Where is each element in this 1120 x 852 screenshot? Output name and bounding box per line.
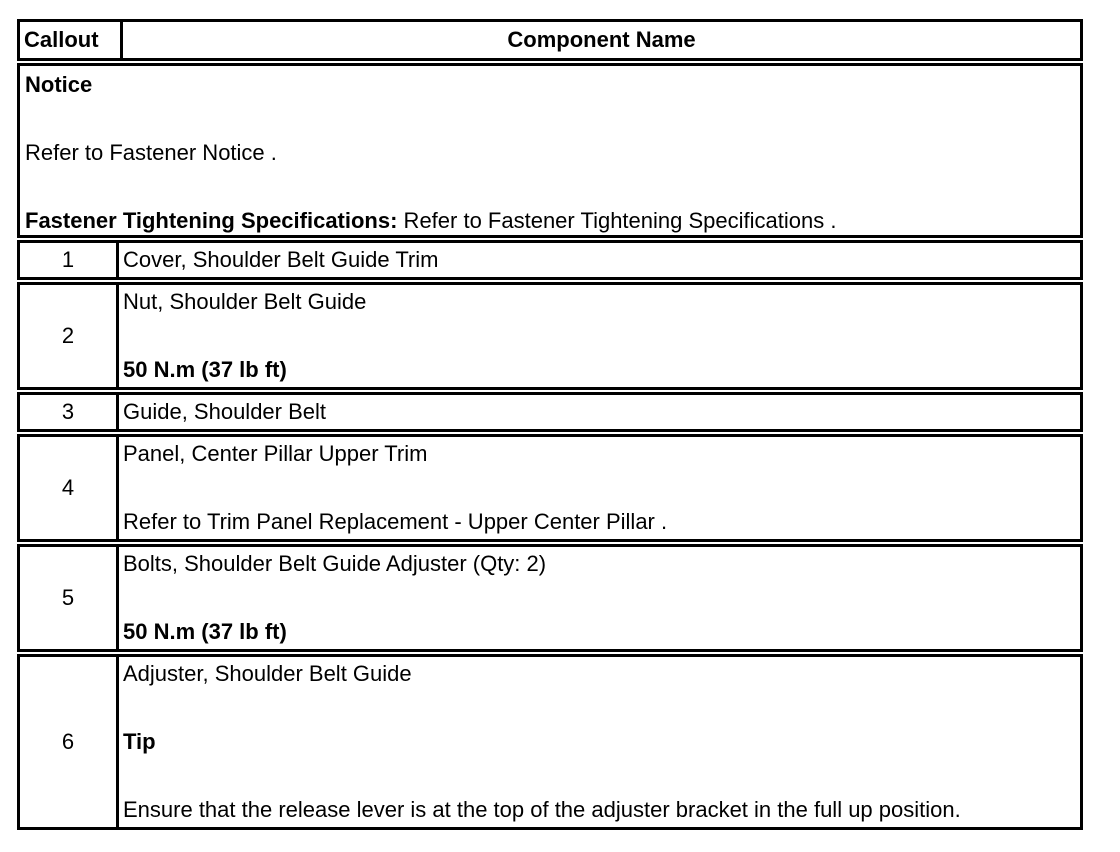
component-name: Adjuster, Shoulder Belt Guide <box>123 661 412 686</box>
component-cell <box>119 243 1080 277</box>
callout-cell: 4 <box>20 437 119 539</box>
callout-cell: 2 <box>20 285 119 387</box>
callout-cell: 6 <box>20 657 119 827</box>
notice-fastener-link[interactable]: Refer to Fastener Notice . <box>25 140 277 165</box>
component-name: Guide, Shoulder Belt <box>123 399 327 424</box>
component-cell <box>119 657 1080 827</box>
torque-spec: 50 N.m (37 lb ft) <box>123 357 287 382</box>
table-header-row <box>17 19 1083 61</box>
table-row <box>17 282 1083 390</box>
notice-spec-line <box>25 206 1075 240</box>
component-cell <box>119 285 1080 387</box>
component-table <box>17 19 1083 830</box>
component-cell <box>119 437 1080 539</box>
notice-title: Notice <box>25 72 93 97</box>
table-row <box>17 434 1083 542</box>
table-row <box>17 240 1083 280</box>
component-name: Nut, Shoulder Belt Guide <box>123 289 367 314</box>
tip-label: Tip <box>123 729 156 754</box>
trim-panel-link[interactable]: Refer to Trim Panel Replacement - Upper Center Pillar . <box>123 509 668 534</box>
table-row <box>17 392 1083 432</box>
component-name: Panel, Center Pillar Upper Trim <box>123 441 428 466</box>
notice-row <box>17 63 1083 238</box>
notice-cell <box>20 66 1080 235</box>
spec-link[interactable]: Refer to Fastener Tightening Specifications . <box>397 208 837 233</box>
table-row <box>17 654 1083 830</box>
spec-label: Fastener Tightening Specifications: <box>25 208 398 233</box>
table-row <box>17 544 1083 652</box>
torque-spec: 50 N.m (37 lb ft) <box>123 619 287 644</box>
header-callout: Callout <box>20 22 123 58</box>
header-component-name: Component Name <box>507 27 696 52</box>
component-cell <box>119 395 1080 429</box>
tip-text: Ensure that the release lever is at the top of the adjuster bracket in the full up position. <box>123 797 961 822</box>
callout-cell: 1 <box>20 243 119 277</box>
component-name: Cover, Shoulder Belt Guide Trim <box>123 247 439 272</box>
component-cell <box>119 547 1080 649</box>
callout-cell: 3 <box>20 395 119 429</box>
component-name: Bolts, Shoulder Belt Guide Adjuster (Qty: 2) <box>123 551 547 576</box>
callout-cell: 5 <box>20 547 119 649</box>
